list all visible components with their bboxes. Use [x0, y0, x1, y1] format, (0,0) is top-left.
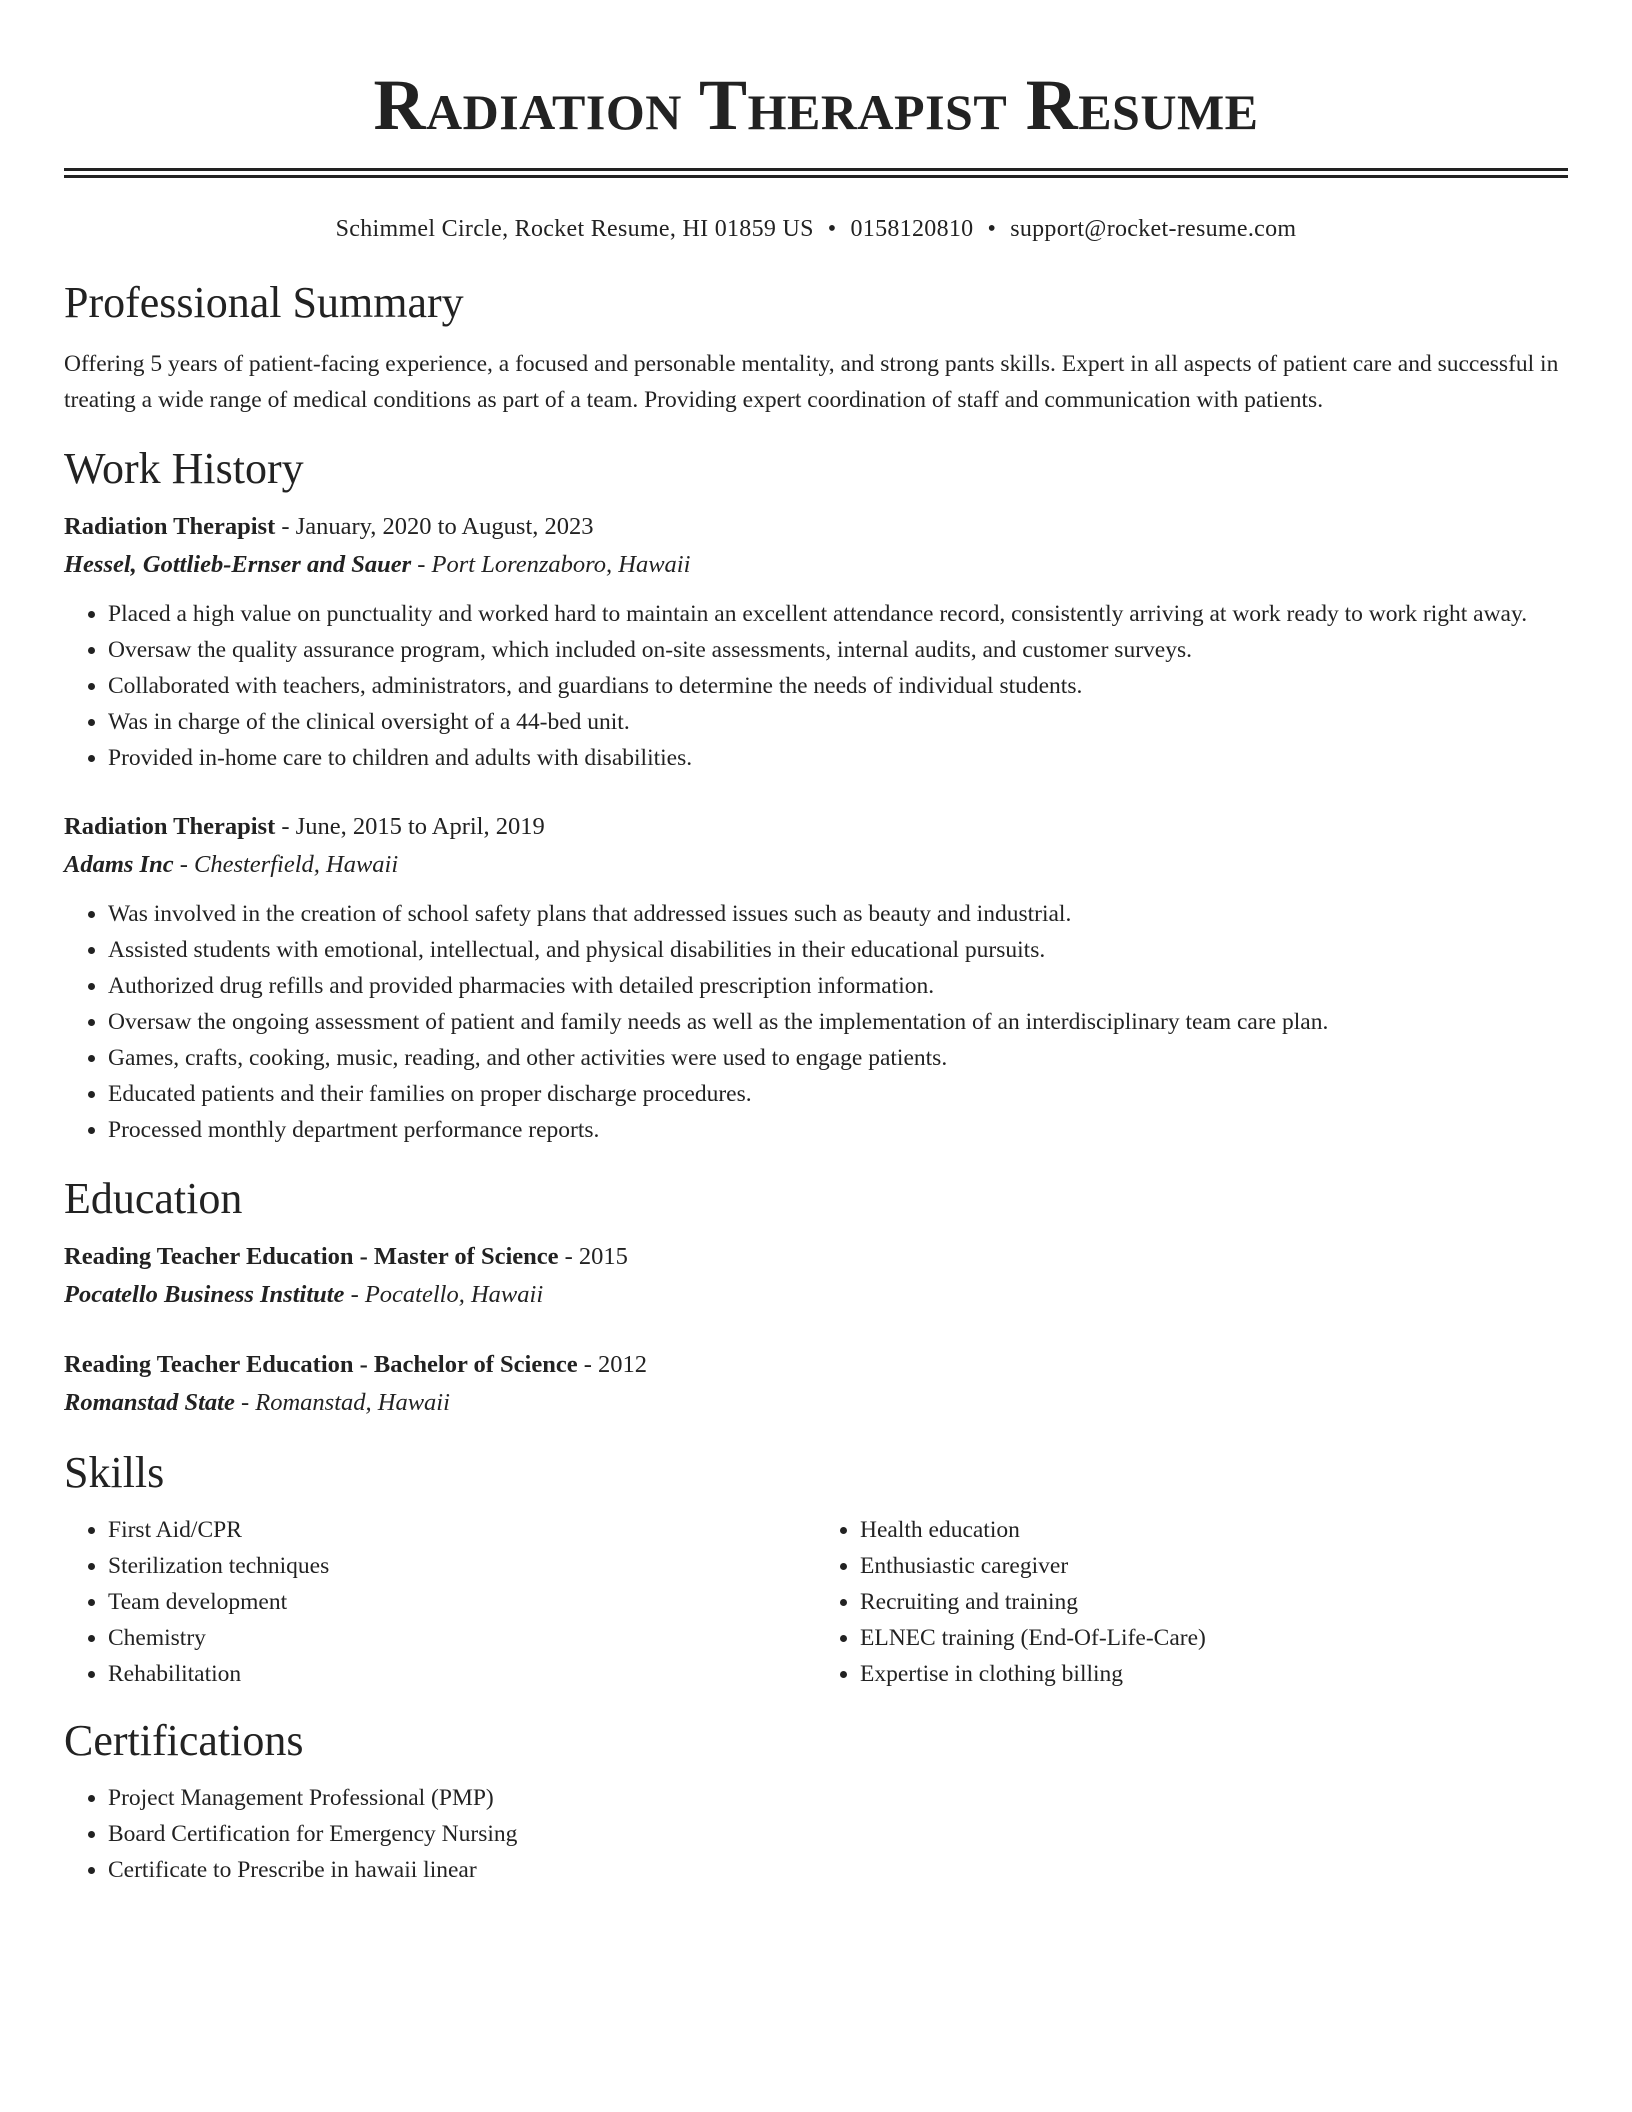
- job-location: - Chesterfield, Hawaii: [173, 851, 399, 878]
- certification-item: • Certificate to Prescribe in hawaii linear: [108, 1852, 1568, 1888]
- job-bullet: • Oversaw the ongoing assessment of patient and family needs as well as the implementation of an interdisciplinary team care plan.: [108, 1004, 1568, 1040]
- job-dates: - June, 2015 to April, 2019: [275, 813, 545, 840]
- job-bullet: • Collaborated with teachers, administrators, and guardians to determine the needs of individual students.: [108, 668, 1568, 704]
- skills-heading: Skills: [64, 1448, 165, 1497]
- skill-item: • Rehabilitation: [108, 1656, 816, 1692]
- job-bullet: • Provided in-home care to children and adults with disabilities.: [108, 740, 1568, 776]
- education-degree: Reading Teacher Education - Master of Science: [64, 1243, 559, 1270]
- education-degree: Reading Teacher Education - Bachelor of Science: [64, 1351, 578, 1378]
- job-title: Radiation Therapist: [64, 813, 276, 840]
- job-location: - Port Lorenzaboro, Hawaii: [411, 551, 691, 578]
- skill-item: • ELNEC training (End-Of-Life-Care): [860, 1620, 1568, 1656]
- job-bullet: • Oversaw the quality assurance program, which included on-site assessments, internal audits, and customer surveys.: [108, 632, 1568, 668]
- job-bullet: • Authorized drug refills and provided pharmacies with detailed prescription information.: [108, 968, 1568, 1004]
- job-bullets: [64, 896, 1568, 1148]
- resume-title: Radiation Therapist Resume: [373, 65, 1259, 145]
- title-double-rule: [64, 168, 1568, 178]
- education-school-line: [64, 1276, 1568, 1314]
- job-title-line: [64, 808, 1568, 846]
- education-heading: Education: [64, 1174, 243, 1223]
- job-bullet: • Was involved in the creation of school safety plans that addressed issues such as beauty and industrial.: [108, 896, 1568, 932]
- certifications-list: [64, 1780, 1568, 1888]
- job-entry: [64, 508, 1568, 776]
- job-bullet: • Games, crafts, cooking, music, reading, and other activities were used to engage patients.: [108, 1040, 1568, 1076]
- job-bullet: • Placed a high value on punctuality and worked hard to maintain an excellent attendance record, consistently arriving at work ready to work right away.: [108, 596, 1568, 632]
- skill-item: • Health education: [860, 1512, 1568, 1548]
- skill-item: • Sterilization techniques: [108, 1548, 816, 1584]
- education-year: - 2012: [577, 1351, 648, 1378]
- education-school-line: [64, 1384, 1568, 1422]
- skill-item: • Team development: [108, 1584, 816, 1620]
- education-school: Romanstad State: [64, 1389, 235, 1416]
- contact-email: support@rocket-resume.com: [1010, 216, 1297, 242]
- job-bullet: • Assisted students with emotional, intellectual, and physical disabilities in their educational pursuits.: [108, 932, 1568, 968]
- education-entry: [64, 1346, 1568, 1422]
- education-location: - Pocatello, Hawaii: [344, 1281, 544, 1308]
- skills-columns: [64, 1512, 1568, 1692]
- job-company-line: [64, 846, 1568, 884]
- job-company-line: [64, 546, 1568, 584]
- contact-line: [64, 214, 1568, 244]
- summary-heading: Professional Summary: [64, 278, 464, 327]
- education-school: Pocatello Business Institute: [64, 1281, 345, 1308]
- contact-separator: •: [987, 216, 997, 242]
- education-entry: [64, 1238, 1568, 1314]
- contact-separator: •: [827, 216, 837, 242]
- certifications-heading: Certifications: [64, 1716, 304, 1765]
- skills-list-right: [816, 1512, 1568, 1692]
- job-bullet: • Educated patients and their families on proper discharge procedures.: [108, 1076, 1568, 1112]
- certification-item: • Project Management Professional (PMP): [108, 1780, 1568, 1816]
- education-location: - Romanstad, Hawaii: [234, 1389, 450, 1416]
- job-company: Adams Inc: [64, 851, 174, 878]
- skill-item: • Recruiting and training: [860, 1584, 1568, 1620]
- certification-item: • Board Certification for Emergency Nursing: [108, 1816, 1568, 1852]
- job-entry: [64, 808, 1568, 1148]
- job-company: Hessel, Gottlieb-Ernser and Sauer: [64, 551, 412, 578]
- job-bullet: • Processed monthly department performance reports.: [108, 1112, 1568, 1148]
- job-title: Radiation Therapist: [64, 513, 276, 540]
- education-degree-line: [64, 1346, 1568, 1384]
- job-bullet: • Was in charge of the clinical oversight of a 44-bed unit.: [108, 704, 1568, 740]
- skill-item: • Expertise in clothing billing: [860, 1656, 1568, 1692]
- skills-list-left: [64, 1512, 816, 1692]
- education-year: - 2015: [558, 1243, 628, 1270]
- education-degree-line: [64, 1238, 1568, 1276]
- job-dates: - January, 2020 to August, 2023: [275, 513, 594, 540]
- contact-phone: 0158120810: [850, 216, 974, 242]
- contact-address: Schimmel Circle, Rocket Resume, HI 01859 US: [335, 216, 814, 242]
- job-title-line: [64, 508, 1568, 546]
- summary-text: Offering 5 years of patient-facing experience, a focused and personable mentality, and strong pants skills. Expert in all aspects of patient care and successful in treating a wide range of medical conditions as part of a team. Providing expert coordination of staff and communication with patients.: [64, 351, 1559, 413]
- skill-item: • First Aid/CPR: [108, 1512, 816, 1548]
- skill-item: • Chemistry: [108, 1620, 816, 1656]
- skill-item: • Enthusiastic caregiver: [860, 1548, 1568, 1584]
- job-bullets: [64, 596, 1568, 776]
- work-history-heading: Work History: [64, 444, 304, 493]
